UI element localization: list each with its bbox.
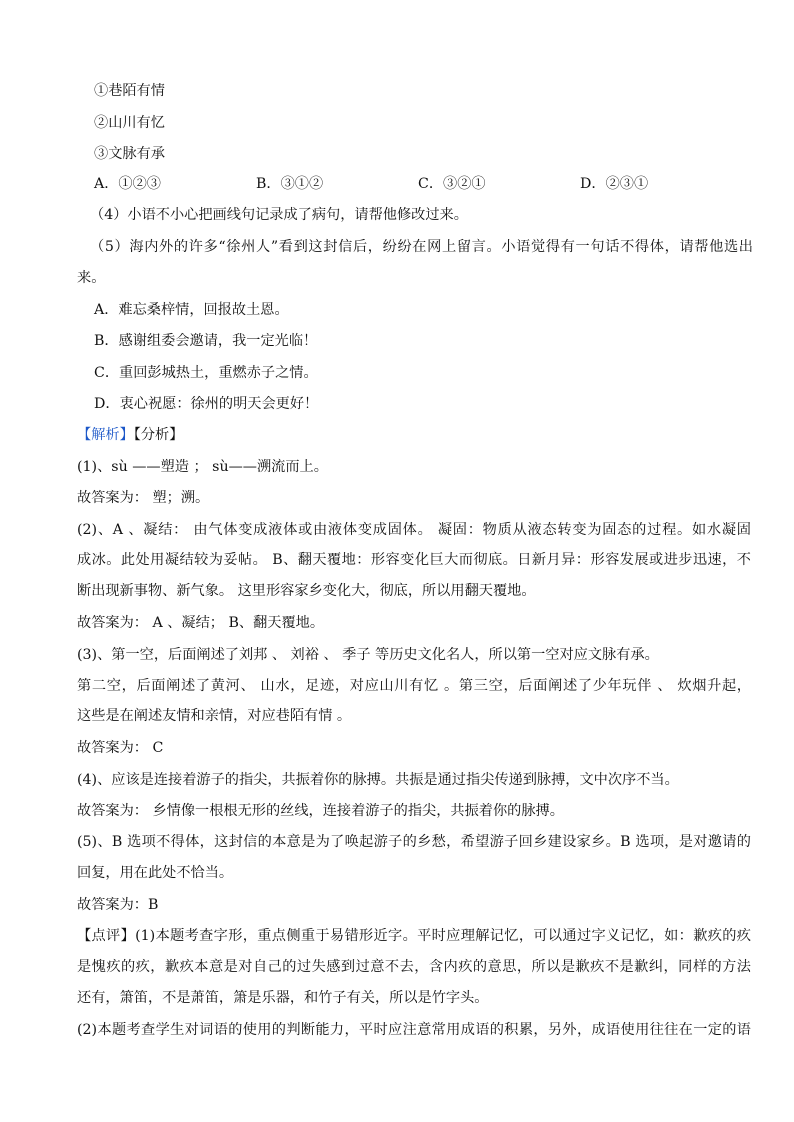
review-line-1: [77, 926, 751, 946]
analysis-line: 断出现新事物、新气象。 这里形容家乡变化大，彻底，所以用翻天覆地。: [77, 583, 536, 599]
q5-option-a: A．难忘桑梓情，回报故土恩。: [94, 302, 289, 318]
question-5-line-1: （5）海内外的许多“徐州人”看到这封信后，纷纷在网上留言。小语觉得有一句话不得体，请帮他选出: [90, 239, 753, 255]
choice-c: C．③②①: [418, 176, 486, 192]
review-text: (1)本题考查字形，重点侧重于易错形近字。平时应理解记忆，可以通过字义记忆，如：歉疚的疚: [135, 928, 751, 944]
review-line: (2)本题考查学生对词语的使用的判断能力，平时应注意常用成语的积累，另外，成语使用往往在一定的语: [77, 1022, 751, 1038]
analysis-line: 故答案为： A 、凝结； B、翻天覆地。: [77, 615, 325, 631]
analysis-line: 故答案为： 乡情像一根根无形的丝线，连接着游子的指尖，共振着你的脉搏。: [77, 803, 564, 819]
choice-b: B．③①②: [256, 176, 324, 192]
analysis-line: 回复，用在此处不恰当。: [77, 865, 234, 881]
analysis-line: 成冰。此处用凝结较为妥帖。 B、翻天覆地：形容变化巨大而彻底。日新月异：形容发展或进步迅速，不: [77, 552, 751, 568]
q5-option-d: D．衷心祝愿：徐州的明天会更好！: [94, 396, 319, 412]
analysis-line: 这些是在阐述友情和亲情，对应巷陌有情 。: [77, 708, 352, 724]
analysis-line: (1)、sù ——塑造 ； sù——溯流而上。: [77, 459, 328, 475]
item-2: ②山川有忆: [94, 115, 165, 131]
item-1: ①巷陌有情: [94, 83, 165, 99]
analysis-line: 故答案为： 塑；溯。: [77, 490, 210, 506]
analysis-subtag: 【分析】: [133, 427, 184, 443]
analysis-line: (2)、A 、凝结： 由气体变成液体或由液体变成固体。 凝固：物质从液态转变为固态的过程。如水凝固: [77, 522, 751, 538]
choice-d: D．②③①: [580, 176, 649, 192]
analysis-line: 故答案为：B: [77, 897, 159, 913]
q5-option-b: B．感谢组委会邀请，我一定光临！: [94, 333, 318, 349]
analysis-line: 第二空，后面阐述了黄河、 山水，足迹，对应山川有忆 。第三空，后面阐述了少年玩伴 、 炊烟升起，: [77, 678, 751, 694]
choice-a: A．①②③: [94, 176, 161, 192]
review-line: 还有，箫笛，不是萧笛，箫是乐器，和竹子有关，所以是竹字头。: [77, 990, 489, 1006]
question-5-line-2: 来。: [77, 270, 106, 286]
analysis-line: (4)、应该是连接着游子的指尖，共振着你的脉搏。共振是通过指尖传递到脉搏，文中次序不当。: [77, 772, 679, 788]
analysis-line: (5)、B 选项不得体，这封信的本意是为了唤起游子的乡愁，希望游子回乡建设家乡。B 选项，是对邀请的: [77, 834, 751, 850]
analysis-tag: 【解析】: [77, 427, 134, 443]
analysis-line: 故答案为： C: [77, 740, 164, 756]
review-tag: 【点评】: [77, 928, 136, 944]
review-line: 是愧疚的疚，歉疚本意是对自己的过失感到过意不去，含内疚的意思，所以是歉疚不是歉纠，同样的方法: [77, 959, 751, 975]
question-4: （4）小语不小心把画线句记录成了病句，请帮他修改过来。: [90, 207, 468, 223]
item-3: ③文脉有承: [94, 146, 165, 162]
analysis-line: (3)、第一空，后面阐述了刘邦 、 刘裕 、 季子 等历史文化名人，所以第一空对应文脉有承。: [77, 647, 659, 663]
analysis-header: [77, 425, 183, 445]
q5-option-c: C．重回彭城热土，重燃赤子之情。: [94, 365, 318, 381]
